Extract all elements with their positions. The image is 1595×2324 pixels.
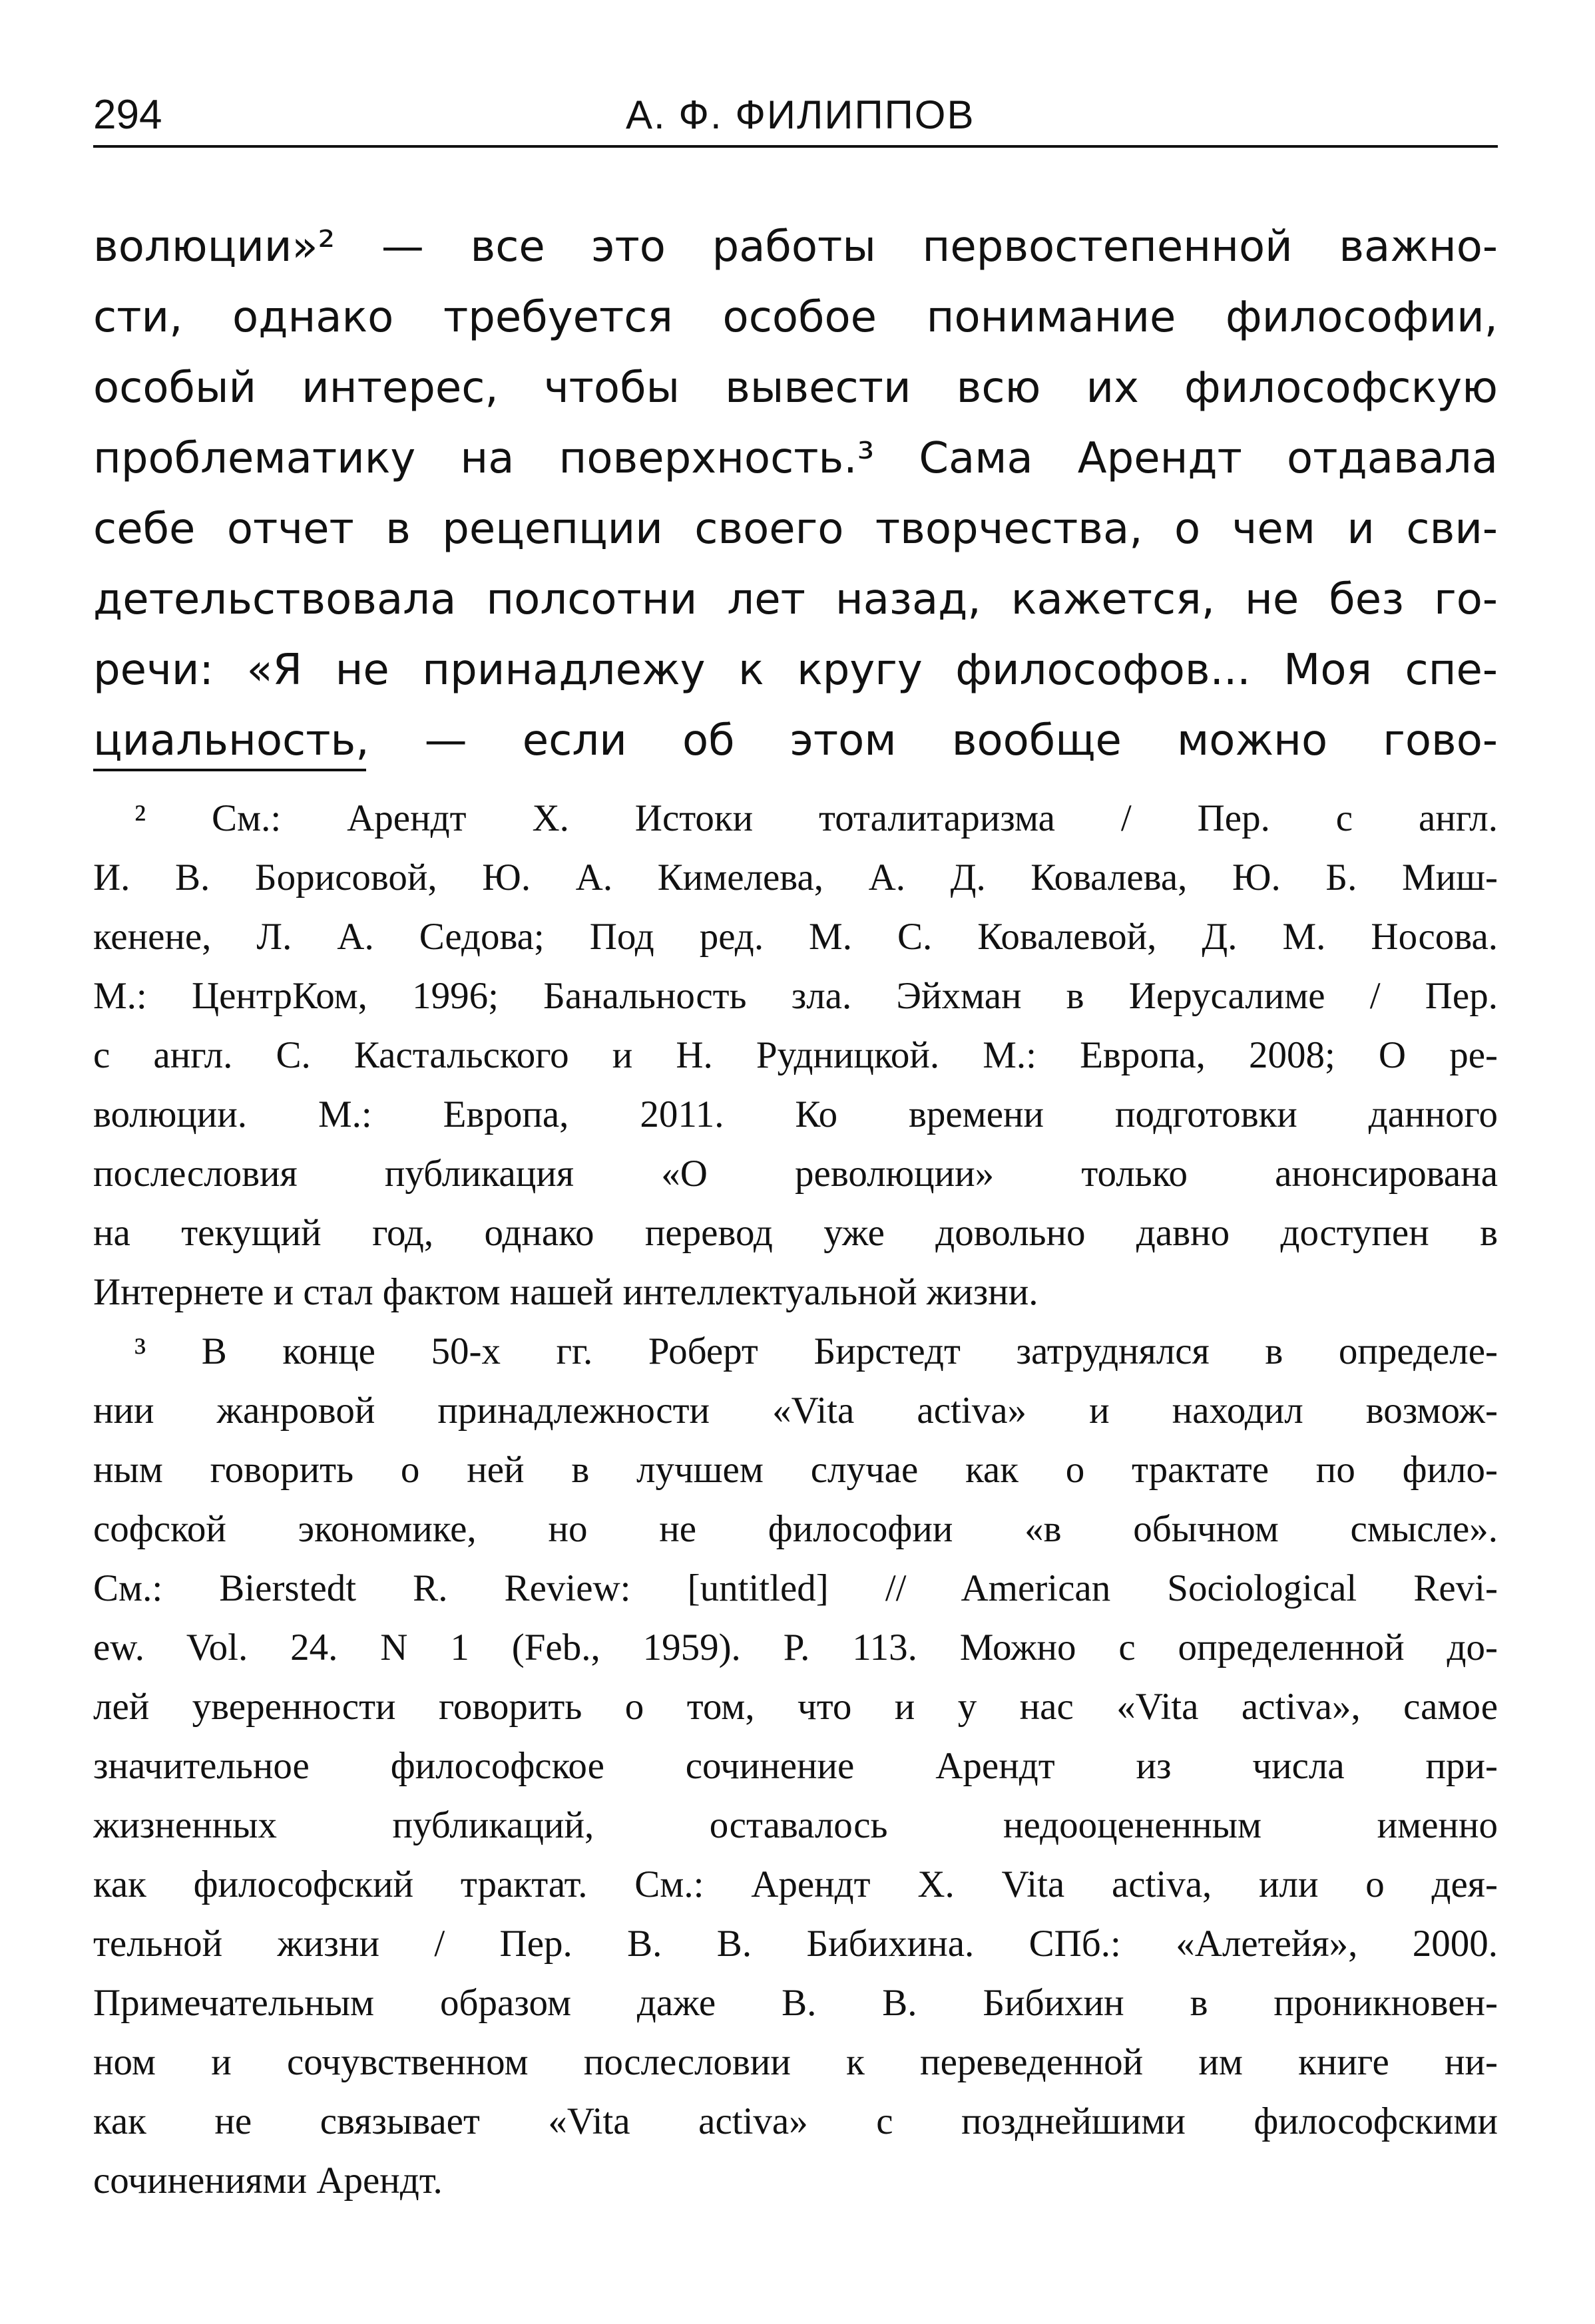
header-rule [93,145,1498,148]
footnote-line: как философский трактат. См.: Арендт Х. Vita activa, или о дея- [93,1863,1498,1905]
footnote-line: волюции. М.: Европа, 2011. Ко времени подготовки данного [93,1093,1498,1135]
footnote-line: ² См.: Арендт Х. Истоки тоталитаризма / Пер. с англ. [134,797,1498,839]
main-text-line: сти, однако требуется особое понимание философии, [93,293,1498,342]
footnote-3 [93,1322,1498,2210]
footnote-line: тельной жизни / Пер. В. В. Бибихина. СПб.: «Алетейя», 2000. [93,1923,1498,1965]
main-text-line: особый интерес, чтобы вывести всю их философскую [93,363,1498,413]
main-text-line: детельствовала полсотни лет назад, кажется, не без го- [93,575,1498,624]
footnote-line: сочинениями Арендт. [93,2160,443,2202]
footnote-line: жизненных публикаций, оставалось недооцененным именно [93,1804,1498,1846]
footnote-line: Примечательным образом даже В. В. Бибихин в проникновен- [93,1982,1498,2024]
running-head: А. Ф. ФИЛИППОВ [626,93,975,137]
footnote-line: послесловия публикация «О революции» только анонсирована [93,1153,1498,1195]
footnote-2 [93,789,1498,1322]
footnote-line: значительное философское сочинение Арендт из числа при- [93,1745,1498,1787]
main-text-line: речи: «Я не принадлежу к кругу философов... Моя спе- [93,646,1498,695]
main-text-line: себе отчет в рецепции своего творчества, о чем и сви- [93,504,1498,554]
footnote-line: ew. Vol. 24. N 1 (Feb., 1959). P. 113. Можно с определенной до- [93,1627,1498,1668]
footnote-line: как не связывает «Vita activa» с позднейшими философскими [93,2100,1498,2142]
footnote-line: нии жанровой принадлежности «Vita activa» и находил возмож- [93,1390,1498,1432]
page-header [93,85,1498,145]
footnote-line: кенене, Л. А. Седова; Под ред. М. С. Ковалевой, Д. М. Носова. [93,916,1498,958]
main-text-line: проблематику на поверхность.³ Сама Арендт отдавала [93,434,1498,483]
footnote-line: лей уверенности говорить о том, что и у нас «Vita activa», самое [93,1686,1498,1728]
footnote-line: Интернете и стал фактом нашей интеллектуальной жизни. [93,1271,1038,1313]
page-number: 294 [93,92,162,138]
main-text-line: циальность, — если об этом вообще можно гово- [93,716,1498,765]
footnote-line: с англ. С. Кастальского и Н. Рудницкой. М.: Европа, 2008; О ре- [93,1034,1498,1076]
footnote-line: М.: ЦентрКом, 1996; Банальность зла. Эйхман в Иерусалиме / Пер. [93,975,1498,1017]
footnotes [93,789,1498,2210]
footnote-line: И. В. Борисовой, Ю. А. Кимелева, А. Д. Ковалева, Ю. Б. Миш- [93,857,1498,898]
footnote-line: софской экономике, но не философии «в обычном смысле». [93,1508,1498,1550]
footnote-separator [93,769,366,771]
main-text-line: волюции»² — все это работы первостепенной важно- [93,222,1498,272]
main-text [93,212,1498,776]
footnote-line: ным говорить о ней в лучшем случае как о трактате по фило- [93,1449,1498,1491]
footnote-line: См.: Bierstedt R. Review: [untitled] // American Sociological Revi- [93,1567,1498,1609]
footnote-line: ном и сочувственном послесловии к переведенной им книге ни- [93,2041,1498,2083]
footnote-line: на текущий год, однако перевод уже довольно давно доступен в [93,1212,1498,1254]
footnote-line: ³ В конце 50-х гг. Роберт Бирстедт затруднялся в определе- [134,1330,1498,1372]
